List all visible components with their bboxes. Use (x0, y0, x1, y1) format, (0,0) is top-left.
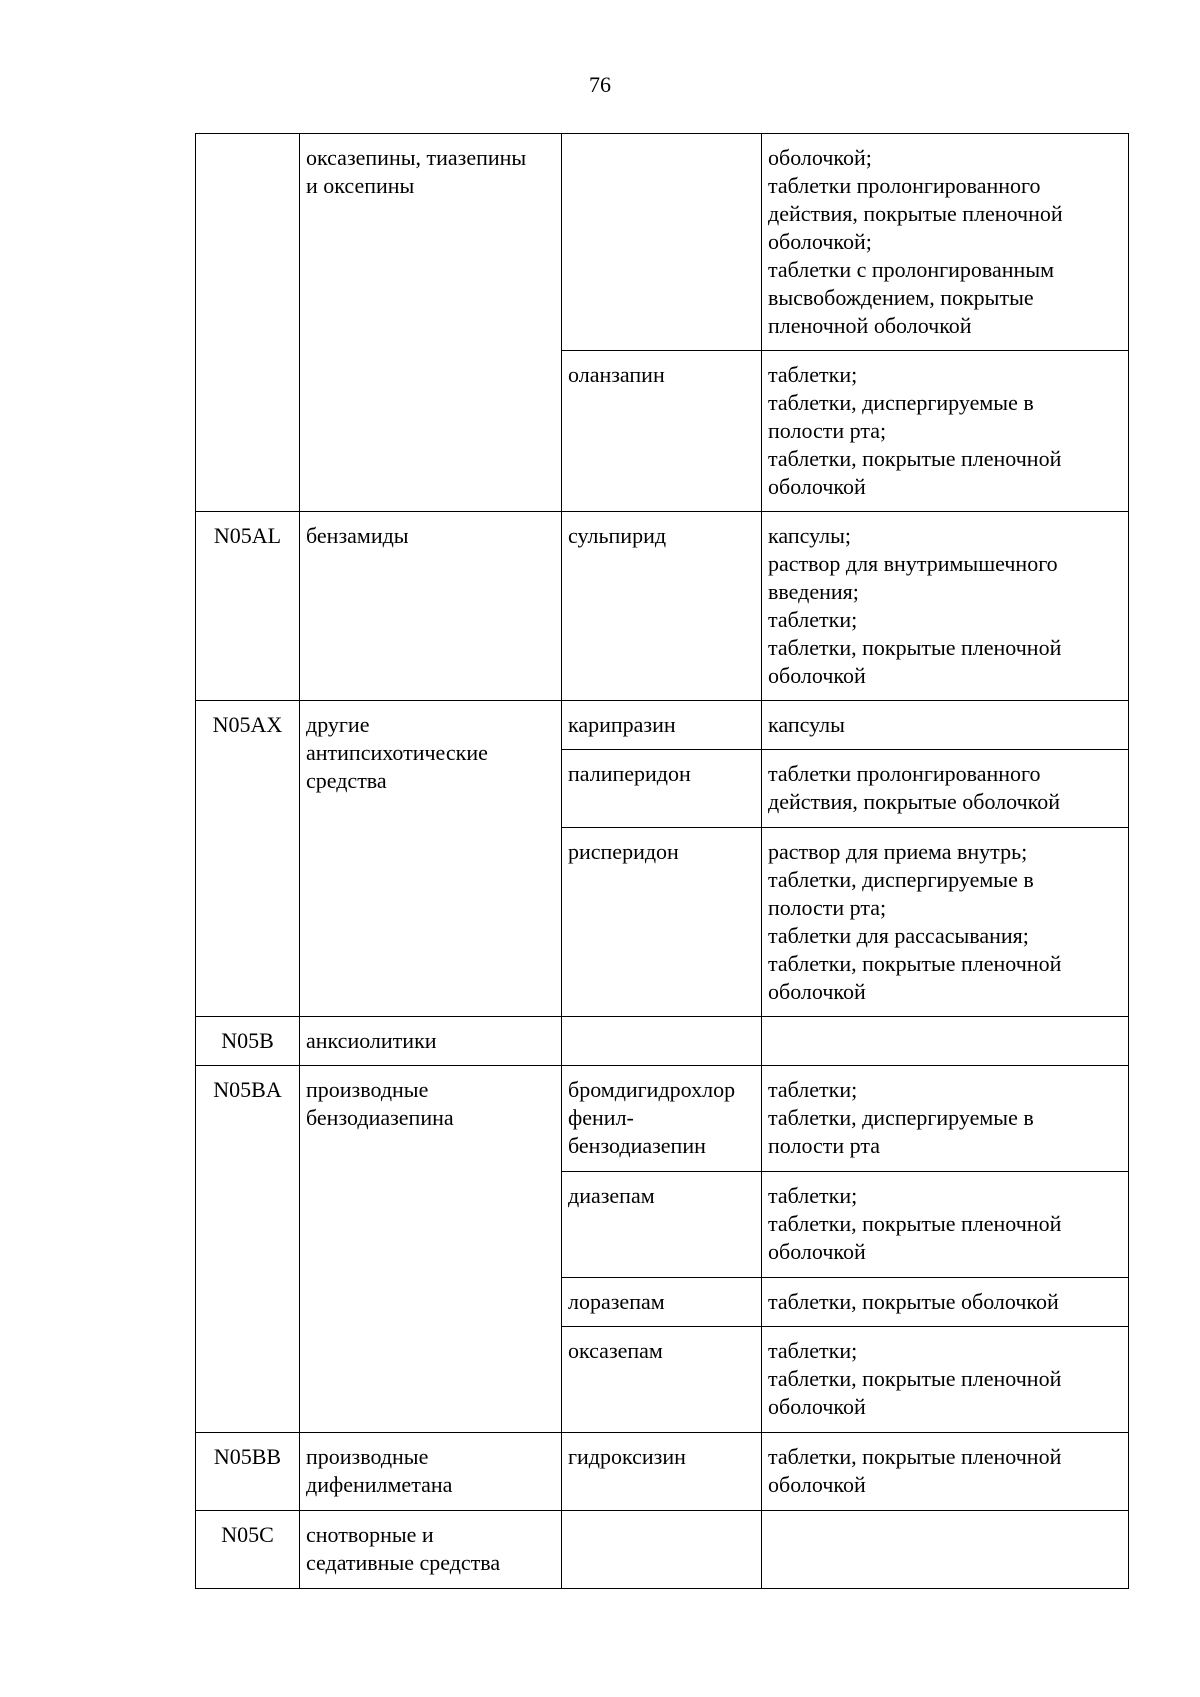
drug-cell (562, 1511, 762, 1589)
atc-code-cell (196, 134, 300, 512)
dosage-forms-cell: капсулы; раствор для внутримышечного введения; таблетки; таблетки, покрытые пленочной оболочкой (762, 512, 1129, 701)
atc-code-cell: N05BB (196, 1433, 300, 1511)
drug-cell: диазепам (562, 1172, 762, 1278)
atc-code-cell: N05AL (196, 512, 300, 701)
drug-cell: палиперидон (562, 750, 762, 828)
dosage-forms-cell: таблетки; таблетки, диспергируемые в полости рта; таблетки, покрытые пленочной оболочкой (762, 351, 1129, 512)
dosage-forms-cell: оболочкой; таблетки пролонгированного действия, покрытые пленочной оболочкой; таблетки с пролонгированным высвобождением, покрытые пленочной оболочкой (762, 134, 1129, 351)
drug-cell (562, 134, 762, 351)
atc-code-cell: N05B (196, 1017, 300, 1066)
atc-code-cell: N05AX (196, 701, 300, 1017)
group-cell: другие антипсихотические средства (300, 701, 562, 1017)
group-cell: производные бензодиазепина (300, 1066, 562, 1433)
drug-cell: бромдигидрохлор фенил- бензодиазепин (562, 1066, 762, 1172)
drug-cell: рисперидон (562, 828, 762, 1017)
drug-cell: оксазепам (562, 1327, 762, 1433)
dosage-forms-cell: раствор для приема внутрь; таблетки, диспергируемые в полости рта; таблетки для рассасывания; таблетки, покрытые пленочной оболочкой (762, 828, 1129, 1017)
drug-cell: оланзапин (562, 351, 762, 512)
dosage-forms-cell: таблетки пролонгированного действия, покрытые оболочкой (762, 750, 1129, 828)
dosage-forms-cell: таблетки; таблетки, диспергируемые в полости рта (762, 1066, 1129, 1172)
dosage-forms-cell: таблетки; таблетки, покрытые пленочной оболочкой (762, 1327, 1129, 1433)
dosage-forms-cell: капсулы (762, 701, 1129, 750)
drug-cell: карипразин (562, 701, 762, 750)
drug-cell: гидроксизин (562, 1433, 762, 1511)
dosage-forms-cell (762, 1511, 1129, 1589)
group-cell: оксазепины, тиазепины и оксепины (300, 134, 562, 512)
table-row (196, 134, 1129, 351)
dosage-forms-cell: таблетки; таблетки, покрытые пленочной оболочкой (762, 1172, 1129, 1278)
page-number: 76 (589, 72, 611, 97)
drug-list-table (195, 133, 1129, 1589)
drug-cell: лоразепам (562, 1278, 762, 1327)
table-row (196, 1511, 1129, 1589)
drug-cell (562, 1017, 762, 1066)
table-row (196, 1433, 1129, 1511)
atc-code-cell: N05BA (196, 1066, 300, 1433)
table-row (196, 1066, 1129, 1172)
dosage-forms-cell (762, 1017, 1129, 1066)
group-cell: анксиолитики (300, 1017, 562, 1066)
table-row (196, 1017, 1129, 1066)
group-cell: бензамиды (300, 512, 562, 701)
group-cell: снотворные и седативные средства (300, 1511, 562, 1589)
table-row (196, 701, 1129, 750)
group-cell: производные дифенилметана (300, 1433, 562, 1511)
drug-cell: сульпирид (562, 512, 762, 701)
dosage-forms-cell: таблетки, покрытые оболочкой (762, 1278, 1129, 1327)
atc-code-cell: N05C (196, 1511, 300, 1589)
dosage-forms-cell: таблетки, покрытые пленочной оболочкой (762, 1433, 1129, 1511)
table-row (196, 512, 1129, 701)
